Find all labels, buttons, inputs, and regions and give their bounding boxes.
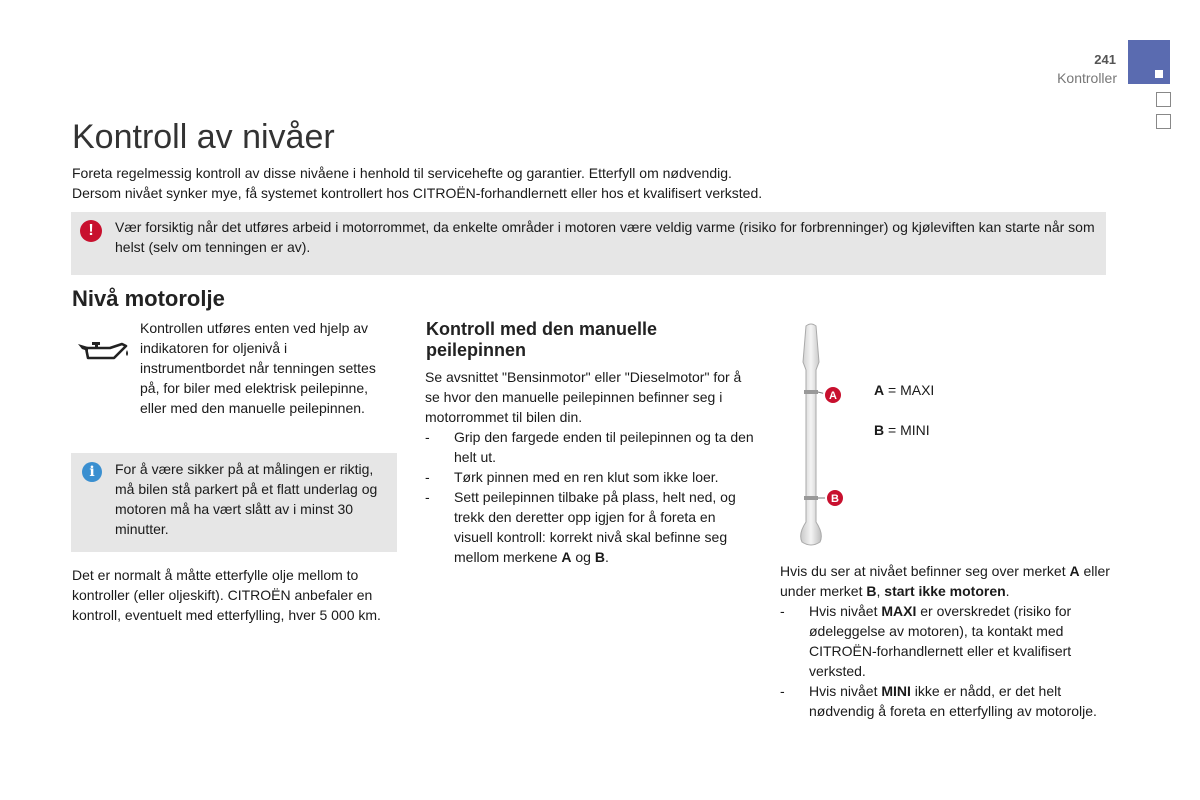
level-list xyxy=(780,601,1110,721)
chapter-tab-box xyxy=(1156,92,1171,107)
dipstick-illustration xyxy=(790,322,850,547)
chapter-tab-box xyxy=(1156,114,1171,129)
level-paragraph: Hvis du ser at nivået befinner seg over merket A eller under merket B, start ikke motoren. xyxy=(780,563,1110,599)
intro-text xyxy=(72,163,972,203)
refill-note: Det er normalt å måtte etterfylle olje mellom to kontroller (eller oljeskift). CITROËN anbefaler en kontroll, eventuelt med etterfylling, hver 5 000 km. xyxy=(72,567,381,623)
intro-line: Foreta regelmessig kontroll av disse nivåene i henhold til servicehefte og garantier. Etterfyll om nødvendig. xyxy=(72,165,732,181)
marker-b-label: B xyxy=(831,493,839,505)
section-heading: Nivå motorolje xyxy=(72,286,225,311)
list-item: - Tørk pinnen med en ren klut som ikke loer. xyxy=(425,469,719,485)
page-number: 241 xyxy=(1094,52,1116,67)
page-title: Kontroll av nivåer xyxy=(72,118,335,156)
list-item: - Hvis nivået MAXI er overskredet (risiko for ødeleggelse av motoren), ta kontakt med CITROËN-forhandlernett eller et kvalifisert verksted. xyxy=(780,603,1072,679)
subsection-heading: Kontroll med den manuelle peilepinnen xyxy=(426,319,658,360)
marker-a-label: A xyxy=(829,390,837,402)
section-label: Kontroller xyxy=(1057,70,1117,86)
info-icon: i xyxy=(82,462,102,482)
intro-line: Dersom nivået synker mye, få systemet kontrollert hos CITROËN-forhandlernett eller hos et kvalifisert verksted. xyxy=(72,185,763,201)
legend-mini: B = MINI xyxy=(874,422,930,438)
chapter-tab-marker xyxy=(1155,70,1163,78)
list-item: - Hvis nivået MINI ikke er nådd, er det helt nødvendig å foreta en etterfylling av motorolje. xyxy=(780,683,1097,719)
level-interpretation xyxy=(780,561,1110,721)
manual-instructions xyxy=(425,367,755,567)
oil-can-icon xyxy=(76,338,130,364)
oil-control-text: Kontrollen utføres enten ved hjelp av indikatoren for oljenivå i instrumentbordet når tenningen settes på, for biler med elektrisk peilepinne, eller med den manuelle peilepinnen. xyxy=(140,320,376,416)
info-text: For å være sikker på at målingen er riktig, må bilen stå parkert på et flatt underlag og motoren må ha vært slått av i minst 30 minutter. xyxy=(115,461,378,537)
manual-intro: Se avsnittet "Bensinmotor" eller "Dieselmotor" for å se hvor den manuelle peilepinnen befinner seg i motorrommet til bilen din. xyxy=(425,369,742,425)
list-item: - Sett peilepinnen tilbake på plass, helt ned, og trekk den deretter opp igjen for å foreta en visuell kontroll: korrekt nivå skal befinne seg mellom merkene A og B. xyxy=(425,489,736,565)
chapter-tab xyxy=(1128,40,1170,84)
list-item: - Grip den fargede enden til peilepinnen og ta den helt ut. xyxy=(425,429,754,465)
warning-icon: ! xyxy=(80,220,102,242)
steps-list xyxy=(425,427,755,567)
legend-maxi: A = MAXI xyxy=(874,382,935,398)
warning-text: Vær forsiktig når det utføres arbeid i motorrommet, da enkelte områder i motoren være veldig varme (risiko for forbrenninger) og kjøleviften kan starte når som helst (selv om tenningen er av). xyxy=(115,219,1095,255)
